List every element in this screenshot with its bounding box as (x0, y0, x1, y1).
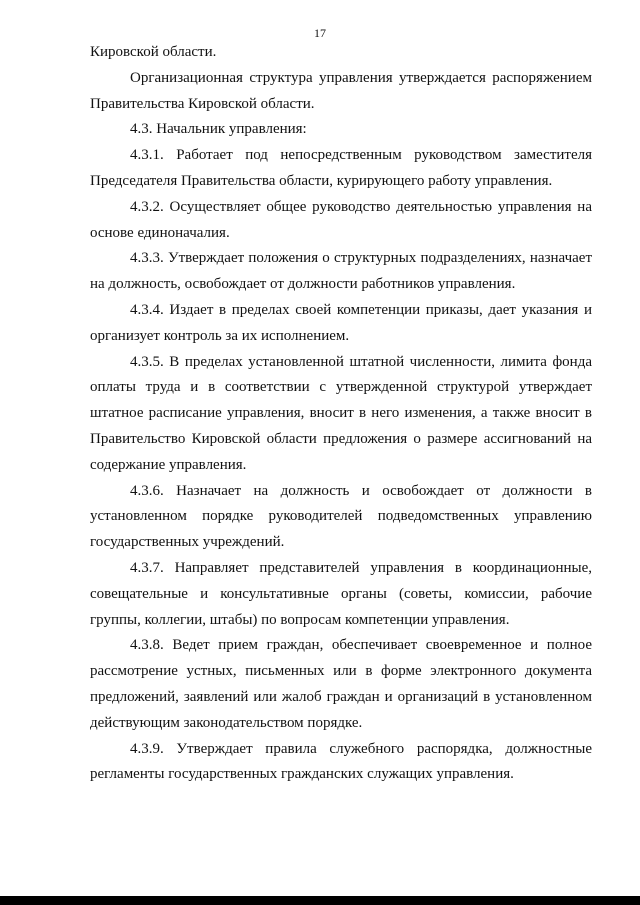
scan-bottom-edge (0, 896, 640, 905)
paragraph-4-3-8: 4.3.8. Ведет прием граждан, обеспечивает своевременное и полное рассмотрение устных, письменных или в форме электронного документа предложений, заявлений или жалоб граждан и организаций в установленном действующим законодательством порядке. (90, 637, 592, 731)
paragraph-4-3-3: 4.3.3. Утверждает положения о структурных подразделениях, назначает на должность, освобождает от должности работников управления. (90, 250, 592, 293)
paragraph-org-structure: Организационная структура управления утверждается распоряжением Правительства Кировской области. (90, 69, 592, 112)
paragraph-4-3-2: 4.3.2. Осуществляет общее руководство деятельностью управления на основе единоначалия. (90, 198, 592, 241)
paragraph-4-3-1: 4.3.1. Работает под непосредственным руководством заместителя Председателя Правительства области, курирующего работу управления. (90, 147, 592, 189)
paragraph-4-3-4: 4.3.4. Издает в пределах своей компетенции приказы, дает указания и организует контроль за их исполнением. (90, 301, 592, 344)
paragraph-continuation: Кировской области. (90, 44, 217, 60)
paragraph-4-3-7: 4.3.7. Направляет представителей управления в координационные, совещательные и консультативные органы (советы, комиссии, рабочие группы, коллегии, штабы) по вопросам компетенции управления. (90, 559, 592, 628)
document-body (90, 40, 592, 788)
paragraph-4-3-5: 4.3.5. В пределах установленной штатной численности, лимита фонда оплаты труда и в соответствии с утвержденной структурой утверждает штатное расписание управления, вносит в него изменения, а также вносит в Правительство Кировской области предложения о размере ассигнований на содержание управления. (90, 353, 592, 473)
page-number: 17 (314, 26, 326, 40)
paragraph-4-3-6: 4.3.6. Назначает на должность и освобождает от должности в установленном порядке руководителей подведомственных управлению государственных учреждений. (90, 482, 592, 551)
paragraph-4-3-9: 4.3.9. Утверждает правила служебного распорядка, должностные регламенты государственных гражданских служащих управления. (90, 740, 592, 783)
paragraph-4-3-heading: 4.3. Начальник управления: (130, 121, 307, 138)
